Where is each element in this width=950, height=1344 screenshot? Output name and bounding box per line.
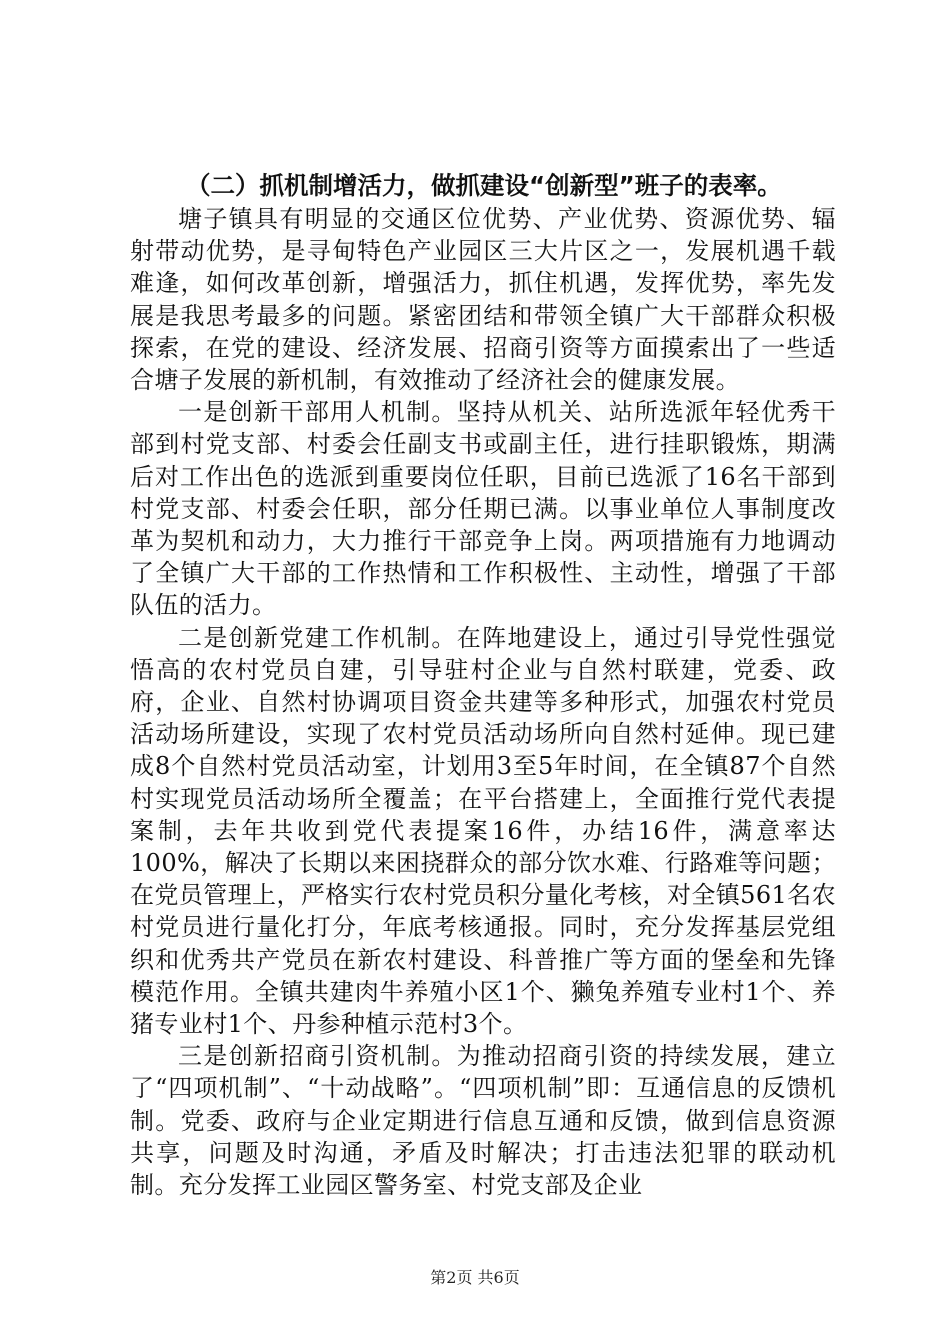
paragraph-party-building-mechanism: 二是创新党建工作机制。在阵地建设上，通过引导党性强觉悟高的农村党员自建，引导驻村企业与自然村联建，党委、政府，企业、自然村协调项目资金共建等多种形式，加强农村党员活动场所建设，实现了农村党员活动场所向自然村延伸。现已建成8个自然村党员活动室，计划用3至5年时间，在全镇87个自然村实现党员活动场所全覆盖；在平台搭建上，全面推行党代表提案制，去年共收到党代表提案16件，办结16件，满意率达100%，解决了长期以来困挠群众的部分饮水难、行路难等问题；在党员管理上，严格实行农村党员积分量化考核，对全镇561名农村党员进行量化打分，年底考核通报。同时，充分发挥基层党组织和优秀共产党员在新农村建设、科普推广等方面的堡垒和先锋模范作用。全镇共建肉牛养殖小区1个、獭兔养殖专业村1个、养猪专业村1个、丹参种植示范村3个。 [130, 623, 836, 1039]
section-heading: （二）抓机制增活力，做抓建设“创新型”班子的表率。 [186, 171, 782, 200]
paragraph-investment-mechanism: 三是创新招商引资机制。为推动招商引资的持续发展，建立了“四项机制”、“十动战略”。“四项机制”即：互通信息的反馈机制。党委、政府与企业定期进行信息互通和反馈，做到信息资源共享，问题及时沟通，矛盾及时解决；打击违法犯罪的联动机制。充分发挥工业园区警务室、村党支部及企业 [130, 1042, 836, 1200]
paragraph-cadre-mechanism: 一是创新干部用人机制。坚持从机关、站所选派年轻优秀干部到村党支部、村委会任副支书或副主任，进行挂职锻炼，期满后对工作出色的选派到重要岗位任职，目前已选派了16名干部到村党支部、村委会任职，部分任期已满。以事业单位人事制度改革为契机和动力，大力推行干部竞争上岗。两项措施有力地调动了全镇广大干部的工作热情和工作积极性、主动性，增强了干部队伍的活力。 [130, 398, 836, 620]
paragraph-intro: 塘子镇具有明显的交通区位优势、产业优势、资源优势、辐射带动优势，是寻甸特色产业园区三大片区之一，发展机遇千载难逢，如何改革创新，增强活力，抓住机遇，发挥优势，率先发展是我思考最多的问题。紧密团结和带领全镇广大干部群众积极探索，在党的建设、经济发展、招商引资等方面摸索出了一些适合塘子发展的新机制，有效推动了经济社会的健康发展。 [130, 205, 836, 395]
body-text [130, 203, 836, 1201]
page-number-footer: 第2页 共6页 [430, 1268, 520, 1287]
